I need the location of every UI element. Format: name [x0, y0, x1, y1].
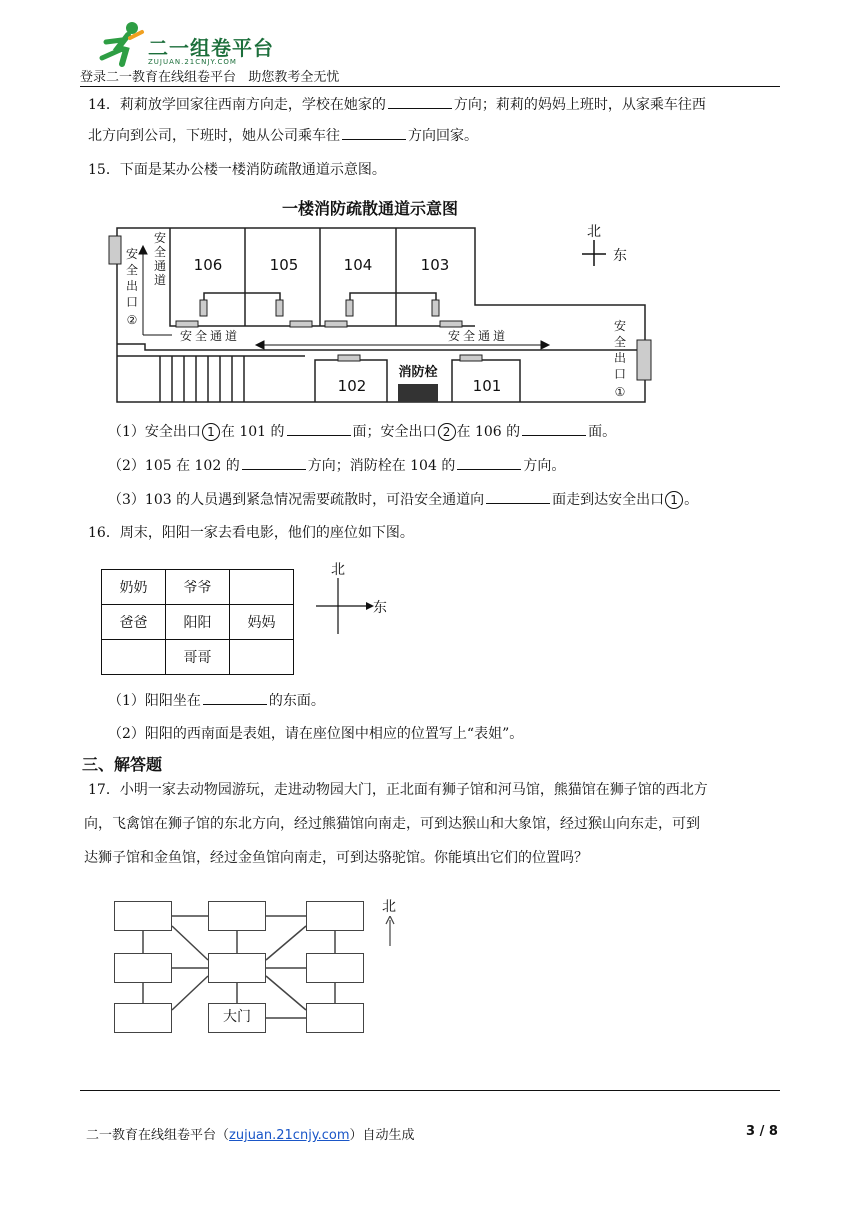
slogan: 登录二一教育在线组卷平台 助您教考全无忧 [80, 70, 340, 85]
corridor-right-label: 安全通道 [447, 329, 509, 343]
seat-compass-icon [312, 560, 392, 640]
answer-blank[interactable] [457, 455, 521, 470]
evacuation-diagram [100, 190, 660, 410]
seat-compass-east: 东 [373, 600, 387, 616]
zoo-box[interactable] [306, 901, 364, 931]
svg-text:全: 全 [125, 263, 139, 277]
svg-text:出: 出 [125, 279, 139, 293]
room-106: 106 [193, 256, 223, 274]
q17-line2: 向，飞禽馆在狮子馆的东北方向，经过熊猫馆向南走，可到达猴山和大象馆，经过猴山向东走，可到 [84, 816, 700, 832]
zoo-box[interactable] [208, 901, 266, 931]
q14-line2: 北方向到公司，下班时，她从公司乘车往 方向回家。 [88, 125, 478, 146]
svg-text:口: 口 [125, 295, 139, 309]
q15-part1: （1）安全出口 1 在 101 的 面；安全出口 2 在 106 的 面。 [108, 421, 616, 442]
seat-cell[interactable] [102, 640, 166, 675]
diagram-title: 一楼消防疏散通道示意图 [281, 199, 459, 218]
seat-compass-north: 北 [331, 562, 345, 578]
seat-cell: 哥哥 [166, 640, 230, 675]
logo-subtext: ZUJUAN.21CNJY.COM [148, 58, 237, 66]
zoo-compass-north: 北 [382, 899, 396, 915]
circled-two: 2 [438, 423, 456, 441]
seat-cell: 阳阳 [166, 605, 230, 640]
north-arrow-icon [384, 916, 396, 946]
zoo-box[interactable] [208, 953, 266, 983]
seat-chart [101, 569, 294, 675]
page-number: 3 / 8 [746, 1124, 778, 1139]
q16-part2: （2）阳阳的西南面是表姐，请在座位图中相应的位置写上“表姐”。 [108, 726, 524, 742]
seat-cell: 爸爸 [102, 605, 166, 640]
zoo-box[interactable] [114, 953, 172, 983]
q17-line1: 17．小明一家去动物园游玩，走进动物园大门，正北面有狮子馆和河马馆，熊猫馆在狮子馆的西北方 [88, 782, 708, 798]
runner-logo-icon [92, 20, 152, 70]
zoo-box[interactable] [306, 953, 364, 983]
answer-blank[interactable] [388, 94, 452, 109]
logo-text: 二一组卷平台 [148, 36, 274, 60]
svg-text:安: 安 [613, 319, 627, 333]
compass-north: 北 [587, 224, 601, 240]
answer-blank[interactable] [203, 690, 267, 705]
zoo-box[interactable] [114, 901, 172, 931]
compass-east: 东 [613, 248, 627, 264]
seat-cell: 奶奶 [102, 570, 166, 605]
compass-icon [582, 240, 606, 266]
room-105: 105 [269, 256, 299, 274]
seat-cell: 爷爷 [166, 570, 230, 605]
room-101: 101 [472, 377, 502, 395]
circled-one: 1 [202, 423, 220, 441]
circled-one: 1 [665, 491, 683, 509]
header [80, 14, 780, 88]
answer-blank[interactable] [486, 489, 550, 504]
q15-part3: （3）103 的人员遇到紧急情况需要疏散时，可沿安全通道向 面走到达安全出口 1 。 [108, 489, 698, 510]
zoo-gate: 大门 [208, 1003, 266, 1033]
seat-cell: 妈妈 [230, 605, 294, 640]
svg-text:口: 口 [613, 367, 627, 381]
zoo-map [100, 890, 420, 1040]
svg-text:通: 通 [153, 259, 167, 273]
svg-text:出: 出 [613, 351, 627, 365]
room-104: 104 [343, 256, 373, 274]
q14-line1: 14．莉莉放学回家往西南方向走，学校在她家的 方向；莉莉的妈妈上班时，从家乘车往西 [88, 94, 706, 115]
q15-stem: 15．下面是某办公楼一楼消防疏散通道示意图。 [88, 162, 386, 178]
q15-part2: （2）105 在 102 的 方向；消防栓在 104 的 方向。 [108, 455, 565, 476]
q16-stem: 16．周末，阳阳一家去看电影，他们的座位如下图。 [88, 525, 414, 541]
svg-text:②: ② [126, 313, 138, 327]
svg-text:全: 全 [613, 335, 627, 349]
seat-cell[interactable] [230, 640, 294, 675]
zoo-box[interactable] [114, 1003, 172, 1033]
corridor-left-label: 安全通道 [179, 329, 241, 343]
q17-line3: 达狮子馆和金鱼馆，经过金鱼馆向南走，可到达骆驼馆。你能填出它们的位置吗？ [84, 850, 588, 866]
section-title: 三、解答题 [82, 755, 163, 774]
answer-blank[interactable] [522, 421, 586, 436]
footer-left: 二一教育在线组卷平台（zujuan.21cnjy.com）自动生成 [86, 1128, 415, 1143]
q16-part1: （1）阳阳坐在 的东面。 [108, 690, 325, 711]
footer-rule [80, 1090, 780, 1091]
answer-blank[interactable] [287, 421, 351, 436]
svg-text:安: 安 [125, 247, 139, 261]
hydrant-label: 消防栓 [398, 365, 438, 380]
footer-link[interactable]: zujuan.21cnjy.com [229, 1128, 350, 1143]
svg-text:道: 道 [153, 273, 167, 287]
answer-blank[interactable] [342, 125, 406, 140]
room-103: 103 [420, 256, 450, 274]
header-rule [80, 86, 780, 87]
svg-text:①: ① [614, 385, 626, 399]
answer-blank[interactable] [242, 455, 306, 470]
seat-cell[interactable] [230, 570, 294, 605]
svg-text:全: 全 [153, 245, 167, 259]
room-102: 102 [337, 377, 367, 395]
zoo-box[interactable] [306, 1003, 364, 1033]
svg-text:安: 安 [153, 231, 167, 245]
